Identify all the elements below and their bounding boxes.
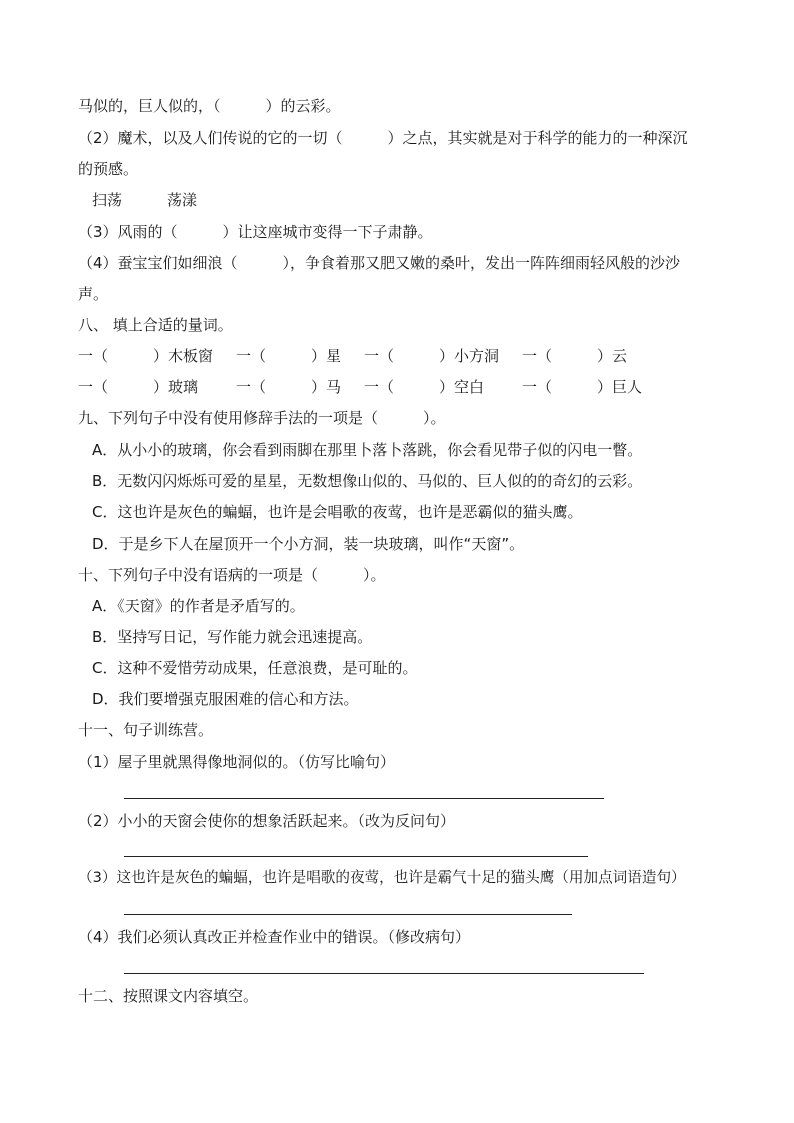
text-line-cont: 马似的，巨人似的，（ ）的云彩。 [78,97,341,115]
question-7-2-line1: （2）魔术，以及人们传说的它的一切（ ）之点，其实就是对于科学的能力的一种深沉 [78,129,688,147]
section-9-title: 九、下列句子中没有使用修辞手法的一项是（ ）。 [78,409,446,427]
measure-word-item: 一（ ）马 [236,378,342,396]
answer-line[interactable] [124,856,588,857]
measure-word-item: 一（ ）玻璃 [78,378,199,396]
section-11-title: 十一、句子训练营。 [78,721,214,739]
option-a: A．从小小的玻璃，你会看到雨脚在那里卜落卜落跳，你会看见带子似的闪电一瞥。 [92,441,643,459]
section-10-title: 十、下列句子中没有语病的一项是（ ）。 [78,566,386,584]
word-choices: 扫荡 荡漾 [92,191,198,209]
option-a: A．《天窗》的作者是矛盾写的。 [92,597,305,615]
option-b: B．坚持写日记，写作能力就会迅速提高。 [92,628,373,646]
measure-word-item: 一（ ）空白 [364,378,485,396]
option-b: B．无数闪闪烁烁可爱的星星，无数想像山似的、马似的、巨人似的的奇幻的云彩。 [92,472,643,490]
question-11-4: （4）我们必须认真改正并检查作业中的错误。（修改病句） [78,928,471,946]
question-7-3: （3）风雨的（ ）让这座城市变得一下子肃静。 [78,223,433,241]
option-d: D．于是乡下人在屋顶开一个小方洞，装一块玻璃，叫作“天窗”。 [92,535,525,553]
measure-word-item: 一（ ）巨人 [522,378,643,396]
question-7-4-line1: （4）蚕宝宝们如细浪（ ），争食着那又肥又嫩的桑叶，发出一阵阵细雨轻风般的沙沙 [78,254,681,272]
option-d: D．我们要增强克服困难的信心和方法。 [92,690,359,708]
option-c: C．这种不爱惜劳动成果，任意浪费，是可耻的。 [92,659,418,677]
question-7-2-line2: 的预感。 [78,160,139,178]
section-8-title: 八、 填上合适的量词。 [78,316,233,334]
measure-word-item: 一（ ）云 [522,347,628,365]
question-7-4-line2: 声。 [78,285,109,303]
measure-word-item: 一（ ）星 [236,347,342,365]
answer-line[interactable] [124,914,572,915]
measure-word-item: 一（ ）小方洞 [364,347,500,365]
question-11-1: （1）屋子里就黑得像地洞似的。（仿写比喻句） [78,753,396,771]
measure-word-item: 一（ ）木板窗 [78,347,214,365]
answer-line[interactable] [124,973,644,974]
option-c: C．这也许是灰色的蝙蝠，也许是会唱歌的夜莺，也许是恶霸似的猫头鹰。 [92,503,583,521]
section-12-title: 十二、按照课文内容填空。 [78,987,259,1005]
question-11-3: （3）这也许是灰色的蝙蝠，也许是唱歌的夜莺，也许是霸气十足的猫头鹰（用加点词语造句） [78,869,686,886]
answer-line[interactable] [124,798,604,799]
question-11-2: （2）小小的天窗会使你的想象活跃起来。（改为反问句） [78,812,456,830]
